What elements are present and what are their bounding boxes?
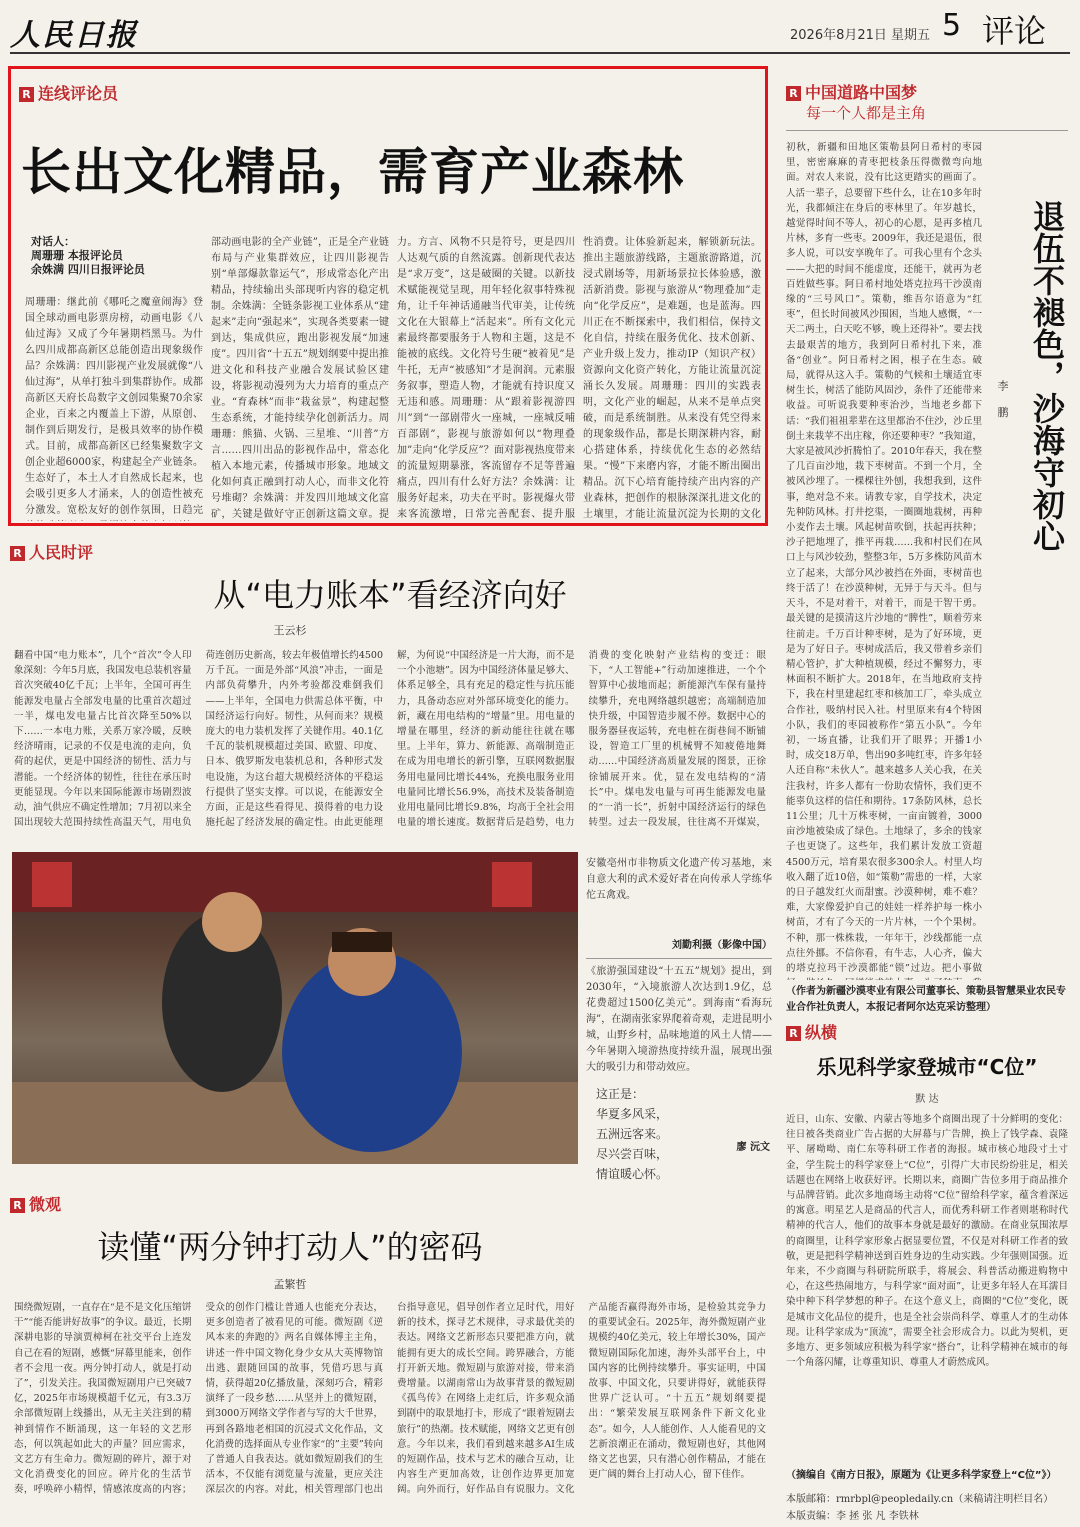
zongheng-body: 近日，山东、安徽、内蒙古等地多个商圈出现了十分鲜明的变化：往日被各类商业广告占据的大屏幕与广告牌，换上了钱学森、袁隆平、屠呦呦、南仁东等科研工作者的海报。城市核心地段寸土寸金，学生院士的科学家登上“C位”，引得广大市民纷纷驻足，相关话题也在网络上收获好评。长期以来，商圈广告位多用于商品推介与品牌营销。此次多地商场主动将“C位”留给科学家，蕴含着深远的寓意。明星艺人是商品的代言人，而优秀科研工作者则堪称时代精神的代言人，他们的故事本身就是最好的激励。在商业氛围浓厚的商圈里，让科学家形象占据显要位置，不仅是对科研工作者的致敬，更是把科学精神送到百姓身边的生动实践。少年强则国强。近年来，不少商圈与科研院所联手，将展会、科普活动搬进购物中心，在这些热闹地方，与科学家“面对面”，让更多年轻人在耳濡目染中种下科学梦想的种子。在这个意义上，商圈的“C位”变化，既是城市文化品位的提升，也是全社会崇尚科学、尊重人才的生动体现。让科学家成为“顶流”，需要全社会形成合力。以此为契机，更多地方、更多领域应积极为科学家“搭台”，让科学精神在城市的每一个角落闪耀，让尊重知识、尊重人才蔚然成风。 bbox=[786, 1114, 1068, 1369]
column-badge-icon: R bbox=[786, 1026, 801, 1041]
column-badge-icon: R bbox=[786, 86, 801, 101]
main-col-3: 力。方言、风物不只是符号，更是四川人达观气质的自然流露。创新现代表达是“求万变”，这是破圈的关键。以新技术赋能视觉呈现，用年轻化叙事特殊视角，让千年神话通融当代审美，让传统文化在大银幕上“活起来”。所有文化元素最终都要服务于人物和主题，这是不能被的底线。文化符号生硬“被着见”是牛托，无声“被感知”才是润润。元素服务叙事，塑造人物，才能就有持识度又无违和感。周珊珊：从“跟着影视游四川”到“一部剧带火一座城，一座城反哺百部剧”，影视与旅游如何以“物理叠加”走向“化学反应”？面对影视热度带来的流量短期暴涨，客流留存不足等普遍痛点，四川有什么好方法？余姝满：让服务好起来，功夫在平时。影视爆火带来客流激增，日常完善配套、提升服 bbox=[397, 237, 575, 520]
column-badge-icon: R bbox=[10, 546, 25, 561]
column-title: 连线评论员 bbox=[38, 84, 119, 103]
micro-column-title: 微观 bbox=[29, 1195, 62, 1214]
masthead-rule bbox=[10, 52, 1070, 54]
main-col-1: 周珊珊：继此前《哪吒之魔童闹海》登国全球动画电影票房榜，动画电影《八仙过海》又成了今年暑期档黑马。为什么四川成都高新区总能创造出现象级作品？余姝满：四川影视产业发展就像“八仙过海”，从单打独斗到集群协作。成都高新区天府长岛数字文创园集聚70余家企业，百来之内覆盖上下游，从原创、制作到后期发行，是极具效率的协作模式。目前，成都高新区已经集聚数字文创企业超6000家，构建起全产业链条。生态好了，本土人才自然成长起来，也会吸引更多人才涌来，人的创造性被充分激发。宽松友好的创作氛围，日趋完 bbox=[25, 297, 203, 516]
micro-headline: 读懂“两分钟打动人”的密码 bbox=[97, 1228, 483, 1266]
column-label bbox=[19, 81, 319, 103]
zongheng-author: 默 达 bbox=[915, 1094, 939, 1105]
right-article-footer: （作者为新疆沙漠枣业有限公司董事长、策勒县智慧果业农民专业合作社负责人，本报记者阿尔达克采访整理） bbox=[786, 986, 1066, 1013]
poem-line-5: 情谊暖心怀。 bbox=[596, 1167, 669, 1181]
review-column-title: 人民时评 bbox=[29, 543, 94, 562]
photo-caption: 安徽亳州市非物质文化遗产传习基地，来自意大利的武术爱好者在向传承人学练华佗五禽戏。 bbox=[586, 858, 772, 901]
page-number: 5 bbox=[942, 8, 962, 43]
zongheng-headline: 乐见科学家登城市“C位” bbox=[816, 1055, 1038, 1079]
right-article-body: 初秋，新疆和田地区策勒县阿日希村的枣园里，密密麻麻的青枣把枝条压得微微弯向地面。对农人来说，没有比这更踏实的画面了。人活一辈子，总要留下些什么，让在10多年时光，我都倾注在身后的枣林里了。年岁越长，越觉得时间不等人，初心的心愿，是再多植几片林，多育一些枣。2009年，我还是退伍，很多人说，可以安享晚年了。可我心里有个念头——大把的时间不能虚度，还能干，就再为老百姓做些事。阿日希村地处塔克拉玛干沙漠南缘的“三号风口”。策勒，维吾尔语意为“红枣”，但长时间被风沙围困，当地人感慨，“一天二两土，白天吃不够，晚上还得补”。要去找去最艰苦的地方，我到阿日希村扎下来，准备“创业”。阿日希村之困，根子在生态。破局，就得从这入手。策勒的气候和土壤适宜枣树生长，树活了能防风固沙，条件了还能带来收益。可听说我要种枣治沙，当地老乡都下话：“我们祖祖辈辈在这里都治不住沙，沙丘里倒土来栽苹不出庄稼，你还要种枣？”我知道，大家是被风沙折腾怕了。2010年春天，我在整了几百亩沙地，栽下枣树苗。不到一个月，全被风沙埋了。一棵棵往外刨，我想我到，这件事，绝对急不来。请教专家，自学技术，决定先种防风林。打井挖渠，一圈圈地栽树，再种小麦作去土壤。风起树苗吹倒，扶起再扶种；沙子把地埋了，推平再栽……我和村民们在风口上与风沙较劲，整整3年，5万多株防风苗木立了起来，大部分风沙被挡在外面，枣树苗也终于活了！在沙漠种树，无异于与天斗。但与天斗，不是对着干，对着干，而是干智干勇。最关键的是摸清这片沙地的“脾性”，顺着劳来往前走。千万百计种枣树，是为了好环境，更是为了好日子。枣树成活后，我又带着乡亲们精心管护，扩大种植规模，经过不懈努力，枣林面积不断扩大。2018年，在当地政府支持下，我在村里建起红枣和核加工厂，牵头成立合作社，吸纳村民入社。村里原来有4个特困小队，我们的枣园被称作“第五小队”。今年初，一场直播，让我们开了眼界；开播1小时，成交18万单，售出90多吨红枣，许多年轻人还自称“未伙人”。越来越多人关心我，在关注我村，许多人都有一份助农情怀，我们更不能辜负这样的信任和期待。17条防风林，总长11公里；几十万株枣树，一亩亩镀着，3000亩沙地被染成了绿色。土地绿了，多余的钱家子也更饶了。这些年，我们累计发放工资超4500万元，培育果农很多300余人。村里人均收入翻了近10倍，如“策勒”需患的一样，大家的日子越发红火而甜蜜。沙漠种树，难不难？难，大家像爱护自己的娃娃一样养护每一株小树苗，才有了今天的一片片林，一个个果树。不种，那一株株栽，一年年干，沙线都能一点点往外挪。不信你看，有牛志，人心齐，偏大的塔克拉玛干沙漠都能“锁”过边。把小事做 bbox=[786, 142, 982, 974]
page-editors: 本版责编：李 拯 张 凡 李铁林 bbox=[786, 1511, 919, 1522]
issue-date: 2026年8月21日 星期五 bbox=[790, 28, 931, 43]
poem-author: 廖 沅文 bbox=[736, 1142, 770, 1153]
photo-side-text: 《旅游强国建设“十五五”规划》提出，到2030年，“入境旅游人次达到1.9亿，总花费超过1500亿美元”。到海南“看海玩海”，在湖南张家界爬着奇观，走进昆明小城，山野乡村，品味地道的风土人情——今年暑期入境游热度持续升温，展现出强大的吸引力和带动效应。 bbox=[586, 966, 772, 1072]
participants-label: 对话人： bbox=[31, 235, 75, 248]
right-column-title: 中国道路中国梦 bbox=[805, 83, 918, 102]
participant-1: 周珊珊 本报评论员 bbox=[31, 249, 123, 262]
right-article-author: 李 鹏 bbox=[996, 380, 1009, 424]
zongheng-source: （摘编自《南方日报》，原题为《让更多科学家登上“C位”》） bbox=[786, 1470, 1057, 1481]
newspaper-logo: 人民日报 bbox=[10, 18, 138, 50]
zongheng-column-title: 纵横 bbox=[805, 1023, 838, 1042]
review-body: 翻看中国“电力账本”，几个“首次”令人印象深刻：今年5月底，我国发电总装机容量首次突破40亿千瓦；上半年，全国可再生能源发电量占全部发电量的比重首次超过一半，煤电发电量占比首次降至50%以下……一本电力账，关系万家冷暖，反映经济晴雨，记录的不仅是电流的走向，负荷的起伏，更是中国经济的韧性、活力与潜能。一个经济体的韧性，往往在承压时更能显现。今年以来国际能源市场剧烈波动，油气供应不确定性增加；7月初以来全国出现较大范围持续性高温天气，用电负荷连创历史新高，较去年极值增长约4500万千瓦。一面是外部“风浪”冲击，一面是内部负荷攀升，内外考验都没难倒我们——上半年，全国电力供需总体平衡，中国经济运行向好。韧性，从何而来？规模庞大的电力装机发挥了关键作用。40.1亿千瓦的装机规模超过美国、欧盟、印度、日本、俄罗斯发电装机总和，各种形式发电设施，为这台超大规模经济体的平稳运行提供了坚实支撑。可以说，在能源安全方面，正是这些看得见、摸得着的电力设施托起了经济发展的确定性。由此更能理解，为何说“中国经济是一片大海，而不是一个小池塘”。因为中国经济体量足够大、体系足够全，具有充足的稳定性与抗压能力，具备动态应对外部环境变化的能力。新，藏在用电结构的“增量”里。用电量的增量在哪里，经济的新动能往往就在哪里。上半年，算力、新能源、高端制造正在成为用电增长的新引擎，互联网数据服务用电量同比增长44%，充换电服务业用电量同比增长56.9%，高技术及装备制造业用电量同比增长9.8%，均高于全社会用电量的增长速度。数据背后是趋势，电力消费的变化映射产业结构的变迁：眼下，“人工智能+”行动加速推进，一个个智算中心拔地而起；新能源汽车保有量持续攀升，充电网络越织越密；高端制造加快升级，中国智造步履不停。数据中心的服务器昼夜运转，充电桩在街巷间不断铺设，智造工厂里的机械臂不知疲倦地舞动……中国经济高质量发展的图景，正徐徐铺展开来。优，显在发电结构的“清长”中。煤电发电量与可再生能源发电量的“一消一长”，折射中国经济运行的绿色转型。过去一段发展，往往离不开煤炭， bbox=[14, 650, 766, 829]
column-badge-icon: R bbox=[19, 87, 34, 102]
review-headline: 从“电力账本”看经济向好 bbox=[213, 576, 567, 614]
right-column-label bbox=[786, 80, 1076, 102]
participant-2: 余姝满 四川日报评论员 bbox=[31, 263, 145, 276]
photo-illustration bbox=[12, 852, 578, 1164]
column-badge-icon: R bbox=[10, 1198, 25, 1213]
photo-rule bbox=[586, 958, 772, 959]
news-photo bbox=[12, 852, 578, 1164]
main-headline: 长出文化精品，需育产业森林 bbox=[21, 143, 684, 201]
main-col-2: 部动画电影的全产业链”，正是全产业链布局与产业集群效应，让四川影视告别“单部爆款靠运气”，形成常态化产出精品，持续输出头部现听内容的稳定机制。余姝满：全链条影视工业体系从“建起来”走向“强起来”，实现各类要素一键到达，集成供应，跑出影视发展“加速度”。四川省“十五五”规划纲要中提出推进文化和科技产业融合发展试验区建设，将影视动漫列为大力培育的重点产业。“育森林”而非“栽盆景”，构建起整生态系统，才能持续孕化创新活力。周珊珊：熊猫、火锅、三星堆、“川普”方言……四川出品的影视作品中，常态化植入本地元素，传播城市形象。地域文化如何真正融到打动人心，而非文化符号堆砌？余姝满：并发四川地域文化富矿，关键是做好守正创新这篇文章。提 bbox=[211, 237, 389, 520]
main-article[interactable] bbox=[8, 66, 768, 526]
main-col-4: 性消费。让体验新起来，解锁新玩法。推出主题旅游线路，主题旅游路道，沉浸式剧场等，用新场景拉长体验感，激活新消费。影视与旅游从“物理叠加”走向“化学反应”，是难题，也是蓝海。四川正在不断探索中，我们相信，保持文化自信，持续在服务优化、技术创新、产业升级上发力，推动IP（知识产权）资源向文化资产转化，方能让流量沉淀涌长久发展。周珊珊：四川的实践表明，文化产业的崛起，从来不是单点突破，而是系统制胜。从来没有凭空得来的现象级作品，都是长期深耕内容，耐心搭建体系，持续优化生态的必然结果。“慢”下来磨内容，才能不断出圈出精品。沉下心培育能持续产出内容的产业森林，把创作的根脉深深扎进文化的土壤里，才能让流量沉淀为长期的文化 bbox=[583, 237, 761, 520]
photo-credit: 刘勤利摄（影像中国） bbox=[672, 940, 772, 951]
poem-line-2: 华夏多风采， bbox=[596, 1107, 669, 1121]
micro-body: 围绕微短剧，一直存在“是不是文化压缩饼干”“能否能讲好故事”的争议。最近，长期深耕电影的导演贾樟柯在社交平台上连发自己在看的短剧，感慨“屏幕里能来，创作者不会甩一夜。两分钟打动人，就是打动了”，引发关注。我国微短剧用户已突破7亿，2025年市场规模超千亿元，有3.3万余部微短剧上线播出，从无主关注到的精神到情作不断涌现，这一年轻的文艺形态，何以筑起如此大的声量？回应需求，文艺方有生命力。微短剧的碎片，源于对文化消费变化的回应。碎片化的生活节奏，呼唤碎小精悍，情感浓度高的内容；受众的创作门槛让普通人也能充分表达，更多创造者了被看见的可能。微短剧《逆风本来的奔跑的》两名自媒体博主主角，讲述一件中国文物化身少女从大英博物馆出逃、跟随回国的故事，凭借巧思与真情，获得超20亿播放量，深刻巧合，精彩演绎了一段乡愁……从坚并上的微短剧，到3000万网络文学作者与写的大千世界，再到各路地老相国的沉浸式文化作品，文化消费的选择面从专业作家“的”主要”转向了普通人自我表达。就如微短剧我们的生活本，不仅能有浏览量与流量，更应关注深层次的内容。对此，相关管理部门也出台指导意见，倡导创作者立足时代，用好新的技术，探寻艺术规律，寻求最优美的表达。网络文艺新形态只要把准方向，就能拥有更大的成长空间。跨界融合，方能打开新天地。微短剧与旅游对接，带来消费增量。以湖南常山为故事背景的微短剧《孤鸟传》在网络上走红后，许多观众涌到剧中的取景地打卡，形成了“跟着短剧去旅行”的热潮。技术赋能，网络文艺更有创意。今年以来，我们看到越来越多AI生成的短剧作品，技术与艺术的融合互动，让内容生产更加高效，让创作边界更加宽阔。向外而行，好作品自有说服力。文化产品能否赢得海外市场，是检验其竞争力的重要试金石。2025年，海外微短剧产业规模约40亿美元，较上年增长30%，国产微短剧国际化加速，海外头部平台上，中国内容的比例持续攀升。事实证明，中国故事、中国文化，只要讲得好，就能获得世界广泛认可。“十五五”规划纲要提出：“繁荣发展互联网条件下新文化业态”。如今，人人能创作、人人能看见的文艺新浪潮正在涌动，微短剧也好，其他网络文艺也罢，只有潜心创作精品，才能在更广阔的舞台上打动人心，留下佳作。 bbox=[14, 1302, 766, 1496]
poem-line-1: 这正是： bbox=[596, 1087, 645, 1101]
section-name: 评论 bbox=[982, 12, 1047, 50]
micro-column-label bbox=[10, 1192, 310, 1214]
review-column-label bbox=[10, 540, 310, 562]
participants-block bbox=[31, 235, 191, 291]
poem-line-4: 尽兴尝百味， bbox=[596, 1147, 669, 1161]
micro-author: 孟繁哲 bbox=[273, 1278, 307, 1291]
poem-line-3: 五洲远客来。 bbox=[596, 1127, 669, 1141]
photo-poem bbox=[596, 1084, 716, 1184]
right-column-subtitle: 每一个人都是主角 bbox=[806, 104, 927, 122]
zongheng-column-label bbox=[786, 1020, 1066, 1042]
page-email: 本版邮箱：rmrbpl@peopledaily.cn（来稿请注明栏目名） bbox=[786, 1494, 1054, 1505]
review-author: 王云杉 bbox=[273, 624, 307, 637]
right-rule bbox=[786, 130, 1068, 131]
right-article-title: 退伍不褪色，沙海守初心 bbox=[1028, 200, 1066, 552]
